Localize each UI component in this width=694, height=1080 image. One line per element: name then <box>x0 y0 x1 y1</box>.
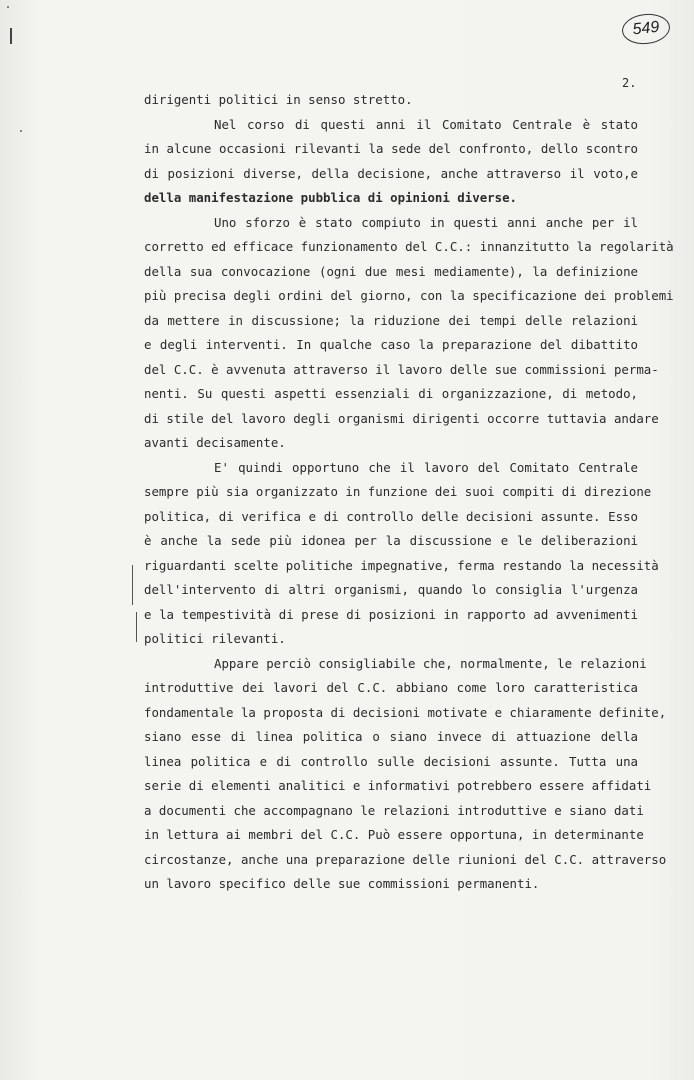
archive-stamp: 549 <box>621 12 672 47</box>
text-line: in alcune occasioni rilevanti la sede del confronto, dello scontro <box>144 141 638 156</box>
text-line: dell'intervento di altri organismi, quando lo consiglia l'urgenza <box>144 582 638 597</box>
text-line: linea politica e di controllo sulle decisioni assunte. Tutta una <box>144 753 638 769</box>
text-line: del C.C. è avvenuta attraverso il lavoro delle sue commissioni perma- <box>144 361 659 377</box>
page-number: 2. <box>622 76 637 90</box>
margin-pencil-line <box>136 612 137 642</box>
text-line: di posizioni diverse, della decisione, anche attraverso il voto,e <box>144 165 638 181</box>
text-line: circostanze, anche una preparazione delle riunioni del C.C. attraverso <box>144 851 667 867</box>
text-line: è anche la sede più idonea per la discussione e le deliberazioni <box>144 533 638 548</box>
margin-dot <box>7 6 9 8</box>
text-line: più precisa degli ordini del giorno, con la specificazione dei problemi <box>144 288 674 303</box>
text-line: della manifestazione pubblica di opinioni diverse. <box>144 190 517 205</box>
text-line: in lettura ai membri del C.C. Può essere opportuna, in determinante <box>144 827 644 842</box>
text-line: nenti. Su questi aspetti essenziali di organizzazione, di metodo, <box>144 386 638 401</box>
text-line: Uno sforzo è stato compiuto in questi anni anche per il <box>214 214 638 230</box>
text-line: da mettere in discussione; la riduzione dei tempi delle relazioni <box>144 312 638 328</box>
text-line: corretto ed efficace funzionamento del C.C.: innanzitutto la regolarità <box>144 239 674 254</box>
text-line: della sua convocazione (ogni due mesi mediamente), la definizione <box>144 263 638 279</box>
text-line: avanti decisamente. <box>144 435 286 450</box>
text-line: E' quindi opportuno che il lavoro del Comitato Centrale <box>214 459 638 475</box>
text-line: di stile del lavoro degli organismi dirigenti occorre tuttavia andare <box>144 410 659 426</box>
text-line: riguardanti scelte politiche impegnative, ferma restando la necessità <box>144 557 659 573</box>
text-line: dirigenti politici in senso stretto. <box>144 92 413 107</box>
document-body <box>144 88 674 897</box>
text-line: politici rilevanti. <box>144 631 286 646</box>
text-line: fondamentale la proposta di decisioni motivate e chiaramente definite, <box>144 704 667 720</box>
text-line: introduttive dei lavori del C.C. abbiano come loro caratteristica <box>144 680 638 695</box>
text-line: Appare perciò consigliabile che, normalmente, le relazioni <box>214 655 647 671</box>
text-line: politica, di verifica e di controllo delle decisioni assunte. Esso <box>144 508 638 524</box>
text-line: Nel corso di questi anni il Comitato Centrale è stato <box>214 116 638 132</box>
text-line: e degli interventi. In qualche caso la preparazione del dibattito <box>144 337 638 352</box>
margin-mark <box>10 28 12 44</box>
text-line: e la tempestività di prese di posizioni in rapporto ad avvenimenti <box>144 606 638 622</box>
margin-dot <box>20 130 22 132</box>
text-line: sempre più sia organizzato in funzione dei suoi compiti di direzione <box>144 484 652 499</box>
text-line: serie di elementi analitici e informativi potrebbero essere affidati <box>144 778 652 793</box>
margin-pencil-line <box>132 565 133 605</box>
text-line: un lavoro specifico delle sue commissioni permanenti. <box>144 876 540 891</box>
text-line: siano esse di linea politica o siano invece di attuazione della <box>144 729 638 744</box>
text-line: a documenti che accompagnano le relazioni introduttive e siano dati <box>144 802 644 818</box>
